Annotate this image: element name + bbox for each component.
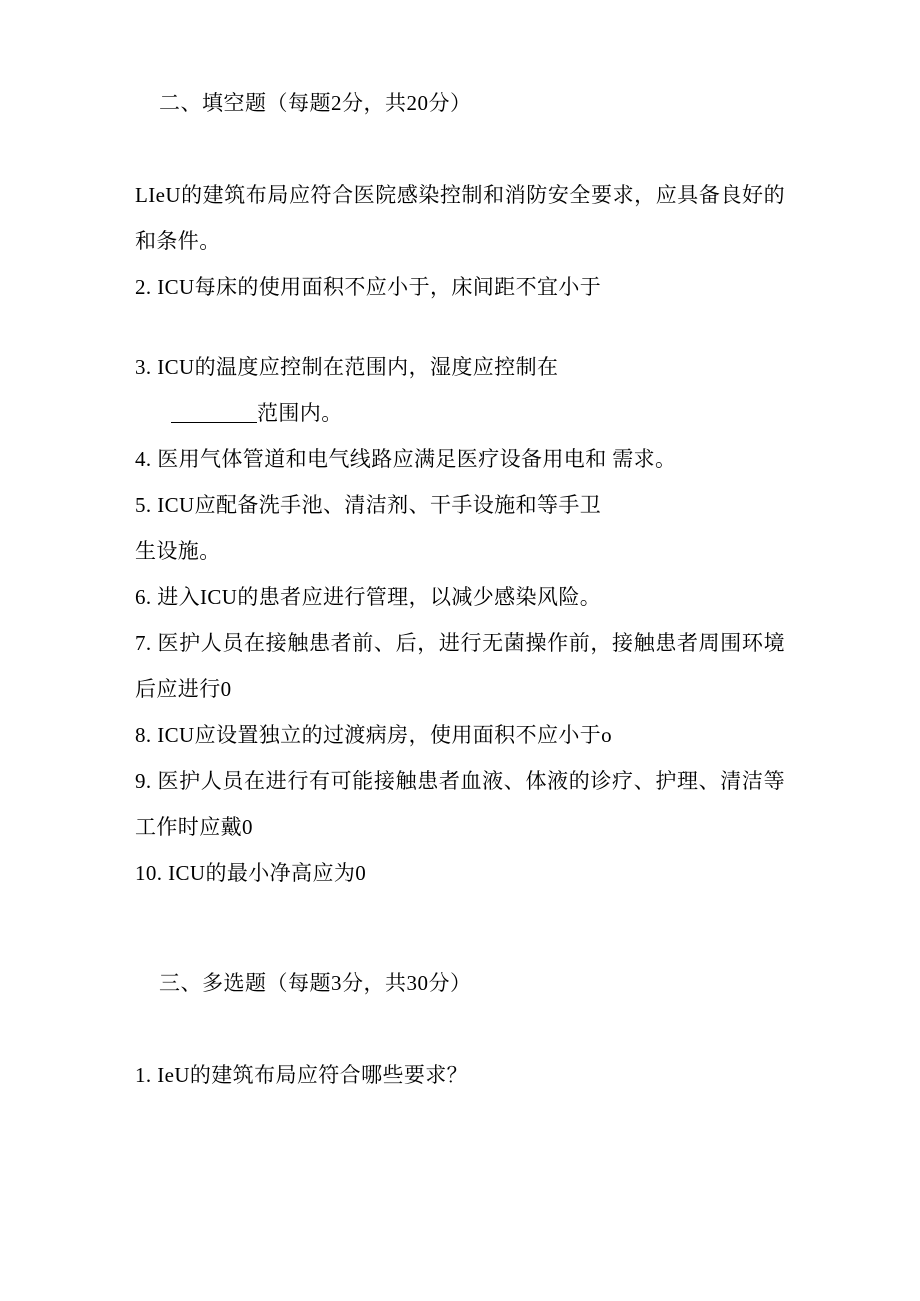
spacer	[135, 126, 785, 172]
spacer	[135, 942, 785, 960]
list-item: 5. ICU应配备洗手池、清洁剂、干手设施和等手卫	[135, 493, 602, 517]
list-item: LIeU的建筑布局应符合医院感染控制和消防安全要求，应具备良好的和条件。	[135, 183, 785, 253]
list-item: 8. ICU应设置独立的过渡病房，使用面积不应小于o	[135, 723, 613, 747]
fill-in-blank-question-list-cont	[135, 344, 785, 896]
list-item: 2. ICU每床的使用面积不应小于，床间距不宜小于	[135, 275, 602, 299]
list-item: 1. IeU的建筑布局应符合哪些要求？	[135, 1063, 469, 1087]
list-item-label: 范围内。	[257, 401, 343, 425]
list-item: 4. 医用气体管道和电气线路应满足医疗设备用电和 需求。	[135, 447, 677, 471]
section-heading-fill-in-blank: 二、填空题（每题2分，共20分）	[159, 91, 472, 115]
spacer	[135, 896, 785, 942]
list-item: 9. 医护人员在进行有可能接触患者血液、体液的诊疗、护理、清洁等工作时应戴0	[135, 769, 785, 839]
multiple-choice-question-list	[135, 1052, 785, 1098]
document-body	[135, 80, 785, 1098]
answer-blank	[171, 422, 257, 423]
list-item: 6. 进入ICU的患者应进行管理，以减少感染风险。	[135, 585, 602, 609]
spacer	[135, 310, 785, 344]
spacer	[135, 1006, 785, 1052]
list-item-continuation: 生设施。	[135, 539, 221, 563]
section-heading-multiple-choice: 三、多选题（每题3分，共30分）	[159, 971, 472, 995]
fill-in-blank-question-list	[135, 172, 785, 310]
list-item-continuation	[135, 390, 785, 436]
list-item: 10. ICU的最小净高应为0	[135, 861, 367, 885]
list-item: 7. 医护人员在接触患者前、后，进行无菌操作前，接触患者周围环境后应进行0	[135, 631, 785, 701]
list-item: 3. ICU的温度应控制在范围内，湿度应控制在	[135, 355, 559, 379]
